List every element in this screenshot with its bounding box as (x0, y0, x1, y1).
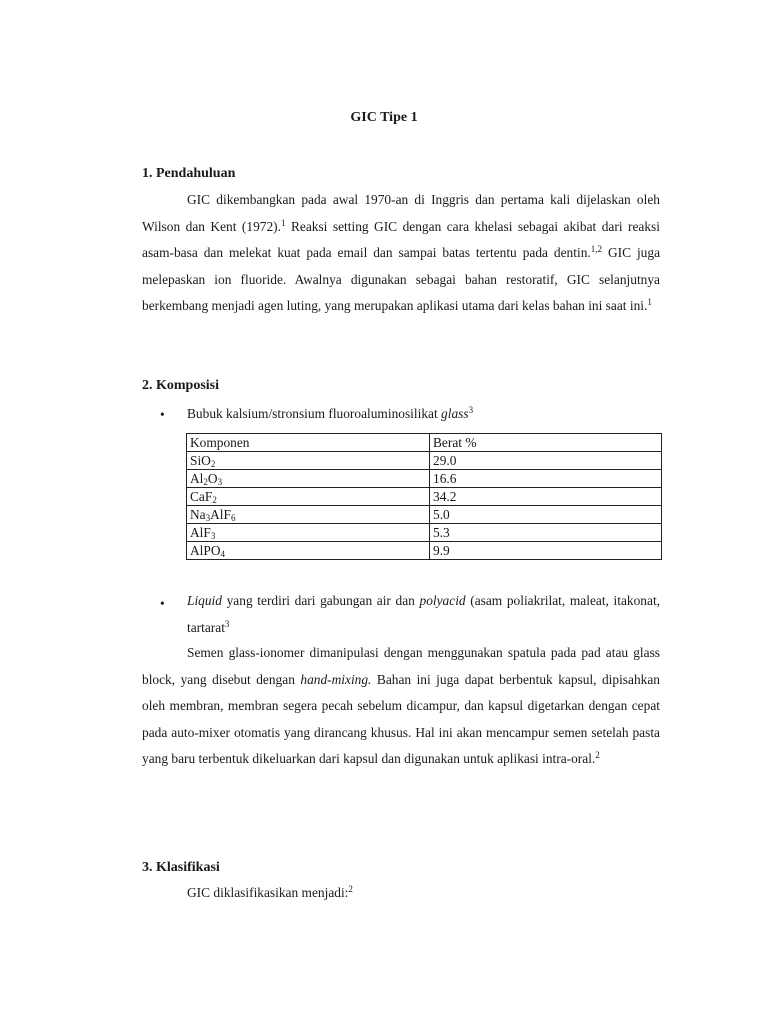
weight-cell: 16.6 (430, 470, 662, 488)
paragraph-pendahuluan (142, 187, 660, 320)
citation: 3 (468, 405, 474, 415)
subscript: 3 (217, 477, 223, 487)
bullet-icon: • (160, 407, 165, 422)
formula-text: AlF (190, 525, 211, 540)
text: Bubuk kalsium/stronsium fluoroaluminosilikat (187, 406, 442, 421)
component-cell (187, 506, 430, 524)
table-row (187, 524, 662, 542)
paragraph-klasifikasi (142, 880, 660, 907)
component-cell (187, 542, 430, 560)
bullet-item-powder (187, 401, 660, 428)
bullet-item-liquid (187, 588, 660, 641)
table-row (187, 506, 662, 524)
italic-text: hand-mixing. (300, 671, 372, 687)
document-title: GIC Tipe 1 (350, 110, 418, 125)
citation: 1 (280, 217, 286, 228)
weight-cell: 34.2 (430, 488, 662, 506)
section-heading-komposisi: 2. Komposisi (142, 378, 220, 393)
subscript: 2 (203, 477, 208, 487)
formula-text: SiO (190, 453, 211, 468)
formula-text: Na (190, 507, 206, 522)
table-header-row (187, 434, 662, 452)
table-header-cell: Komponen (187, 434, 430, 452)
table-header-cell: Berat % (430, 434, 662, 452)
component-cell (187, 488, 430, 506)
subscript: 6 (230, 513, 236, 523)
text: Semen glass-ionomer dimanipulasi dengan menggunakan spatula pada pad atau glass block, yang disebut dengan (142, 645, 660, 687)
text: Reaksi setting GIC dengan cara khelasi sebagai akibat dari reaksi asam-basa dan melekat kuat pada email dan sampai batas tertentu pada dentin. (142, 218, 660, 260)
weight-cell: 9.9 (430, 542, 662, 560)
weight-cell: 5.0 (430, 506, 662, 524)
text: GIC diklasifikasikan menjadi: (187, 885, 349, 900)
table-row (187, 470, 662, 488)
text: GIC dikembangkan pada awal 1970-an di Inggris dan pertama kali dijelaskan oleh Wilson dan Kent (1972). (142, 192, 660, 234)
citation: 2 (595, 750, 600, 760)
weight-cell: 5.3 (430, 524, 662, 542)
italic-text: Liquid (187, 593, 222, 608)
formula-text: AlPO (190, 543, 221, 558)
subscript: 2 (212, 495, 217, 505)
text: Bahan ini juga dapat berbentuk kapsul, dipisahkan oleh membran, membran segera pecah sebelum dicampur, dan kapsul digetarkan dengan cepat pada auto-mixer otomatis yang dirancang khusus. Hal ini akan mencampur semen setelah pasta yang baru terbentuk dikeluarkan dari kapsul dan digunakan untuk aplikasi intra-oral. (142, 671, 660, 766)
italic-text: glass (441, 406, 469, 421)
subscript: 4 (220, 549, 226, 559)
weight-cell: 29.0 (430, 452, 662, 470)
component-cell (187, 524, 430, 542)
table-row (187, 488, 662, 506)
table-row (187, 452, 662, 470)
subscript: 2 (210, 459, 216, 469)
text: yang terdiri dari gabungan air dan (221, 593, 420, 608)
formula-text: Al (190, 471, 204, 486)
formula-text: O (207, 471, 218, 486)
section-heading-klasifikasi: 3. Klasifikasi (142, 860, 220, 875)
component-cell (187, 452, 430, 470)
subscript: 3 (205, 513, 211, 523)
table-row (187, 542, 662, 560)
section-heading-pendahuluan: 1. Pendahuluan (142, 166, 236, 181)
bullet-icon: • (160, 596, 165, 611)
subscript: 3 (210, 531, 216, 541)
citation: 1 (647, 297, 652, 307)
formula-text: AlF (210, 507, 231, 522)
citation: 2 (348, 884, 353, 894)
italic-text: polyacid (419, 593, 466, 608)
citation: 3 (224, 618, 230, 629)
composition-table (186, 433, 662, 560)
text: (asam poliakrilat, maleat, itakonat, tartarat (187, 593, 661, 635)
citation: 1,2 (590, 244, 602, 254)
component-cell (187, 470, 430, 488)
text: GIC juga melepaskan ion fluoride. Awalnya digunakan sebagai bahan restoratif, GIC selanjutnya berkembang menjadi agen luting, yang merupakan aplikasi utama dari kelas bahan ini saat ini. (142, 245, 661, 313)
paragraph-mixing (142, 640, 660, 773)
formula-text: CaF (190, 489, 213, 504)
